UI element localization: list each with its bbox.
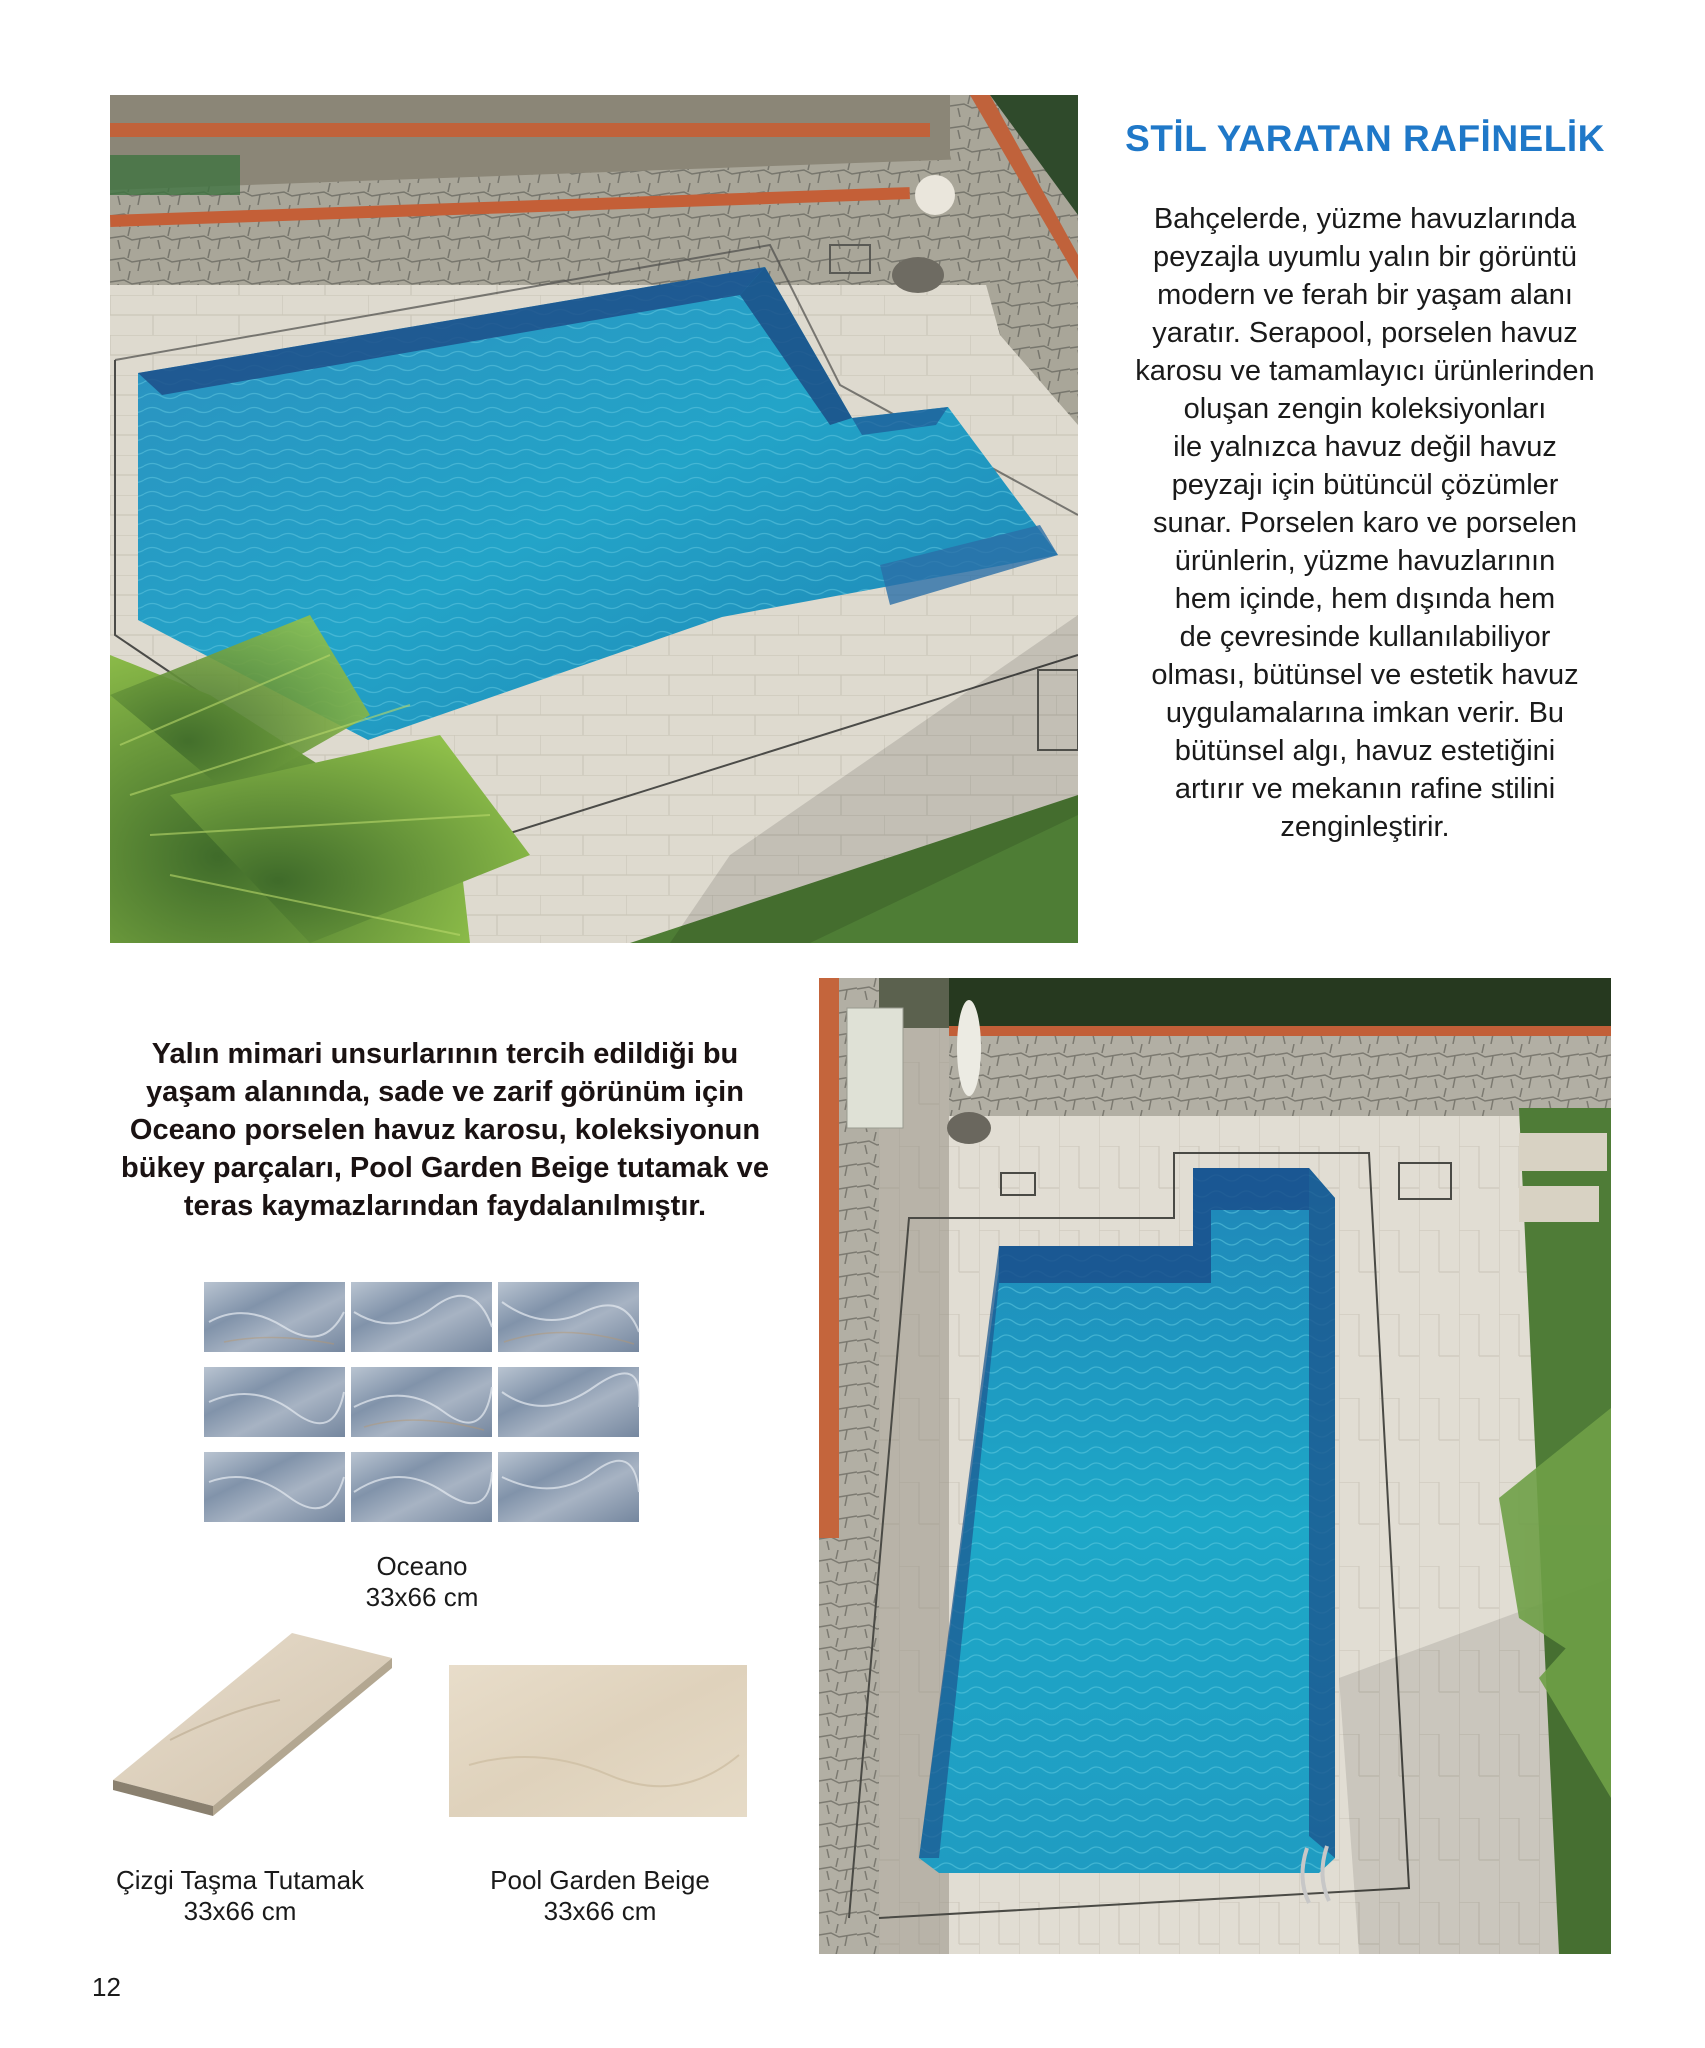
intro-line: karosu ve tamamlayıcı ürünlerinden bbox=[1135, 355, 1595, 387]
oceano-caption bbox=[322, 1551, 522, 1613]
page-number: 12 bbox=[92, 1972, 121, 2002]
product-size: 33x66 cm bbox=[183, 1896, 297, 1926]
pool-photo-bottom bbox=[819, 978, 1611, 1954]
product-name: Pool Garden Beige bbox=[490, 1865, 710, 1895]
intro-line: de çevresinde kullanılabiliyor bbox=[1179, 621, 1551, 653]
product-size: 33x66 cm bbox=[543, 1896, 657, 1926]
intro-line: ile yalnızca havuz değil havuz bbox=[1173, 431, 1557, 463]
lead-line: teras kaymazlarından faydalanılmıştır. bbox=[183, 1190, 707, 1222]
pool-photo-top bbox=[110, 95, 1078, 943]
intro-line: hem içinde, hem dışında hem bbox=[1174, 583, 1556, 615]
intro-line: sunar. Porselen karo ve porselen bbox=[1153, 507, 1577, 539]
lead-line: Yalın mimari unsurlarının tercih edildiği bu bbox=[151, 1038, 739, 1070]
intro-line: oluşan zengin koleksiyonları bbox=[1183, 393, 1547, 425]
oceano-tile-grid bbox=[204, 1282, 640, 1522]
page-heading: STİL YARATAN RAFİNELİK bbox=[1125, 118, 1605, 159]
lead-line: bükey parçaları, Pool Garden Beige tutamak ve bbox=[121, 1152, 769, 1184]
intro-line: olması, bütünsel ve estetik havuz bbox=[1151, 659, 1579, 691]
intro-line: uygulamalarına imkan verir. Bu bbox=[1165, 697, 1565, 729]
intro-line: peyzajla uyumlu yalın bir görüntü bbox=[1153, 241, 1577, 273]
intro-line: Bahçelerde, yüzme havuzlarında bbox=[1153, 203, 1577, 235]
product-size: 33x66 cm bbox=[365, 1582, 479, 1612]
lead-line: Oceano porselen havuz karosu, koleksiyonun bbox=[129, 1114, 761, 1146]
product-name: Oceano bbox=[376, 1551, 468, 1581]
beige-caption bbox=[450, 1865, 750, 1927]
intro-line: yaratır. Serapool, porselen havuz bbox=[1152, 317, 1578, 349]
beige-tile-image bbox=[449, 1665, 747, 1817]
intro-line: bütünsel algı, havuz estetiğini bbox=[1174, 735, 1556, 767]
intro-line: ürünlerin, yüzme havuzlarının bbox=[1174, 545, 1556, 577]
intro-line: artırır ve mekanın rafine stilini bbox=[1174, 773, 1556, 805]
intro-paragraph bbox=[1110, 200, 1620, 846]
lead-line: yaşam alanında, sade ve zarif görünüm için bbox=[146, 1076, 744, 1108]
intro-line: modern ve ferah bir yaşam alanı bbox=[1157, 279, 1573, 311]
intro-line: zenginleştirir. bbox=[1280, 811, 1450, 843]
lead-paragraph bbox=[90, 1035, 800, 1225]
coping-tile-image bbox=[110, 1630, 400, 1820]
product-name: Çizgi Taşma Tutamak bbox=[115, 1865, 365, 1895]
coping-caption bbox=[100, 1865, 380, 1927]
intro-line: peyzajı için bütüncül çözümler bbox=[1171, 469, 1559, 501]
